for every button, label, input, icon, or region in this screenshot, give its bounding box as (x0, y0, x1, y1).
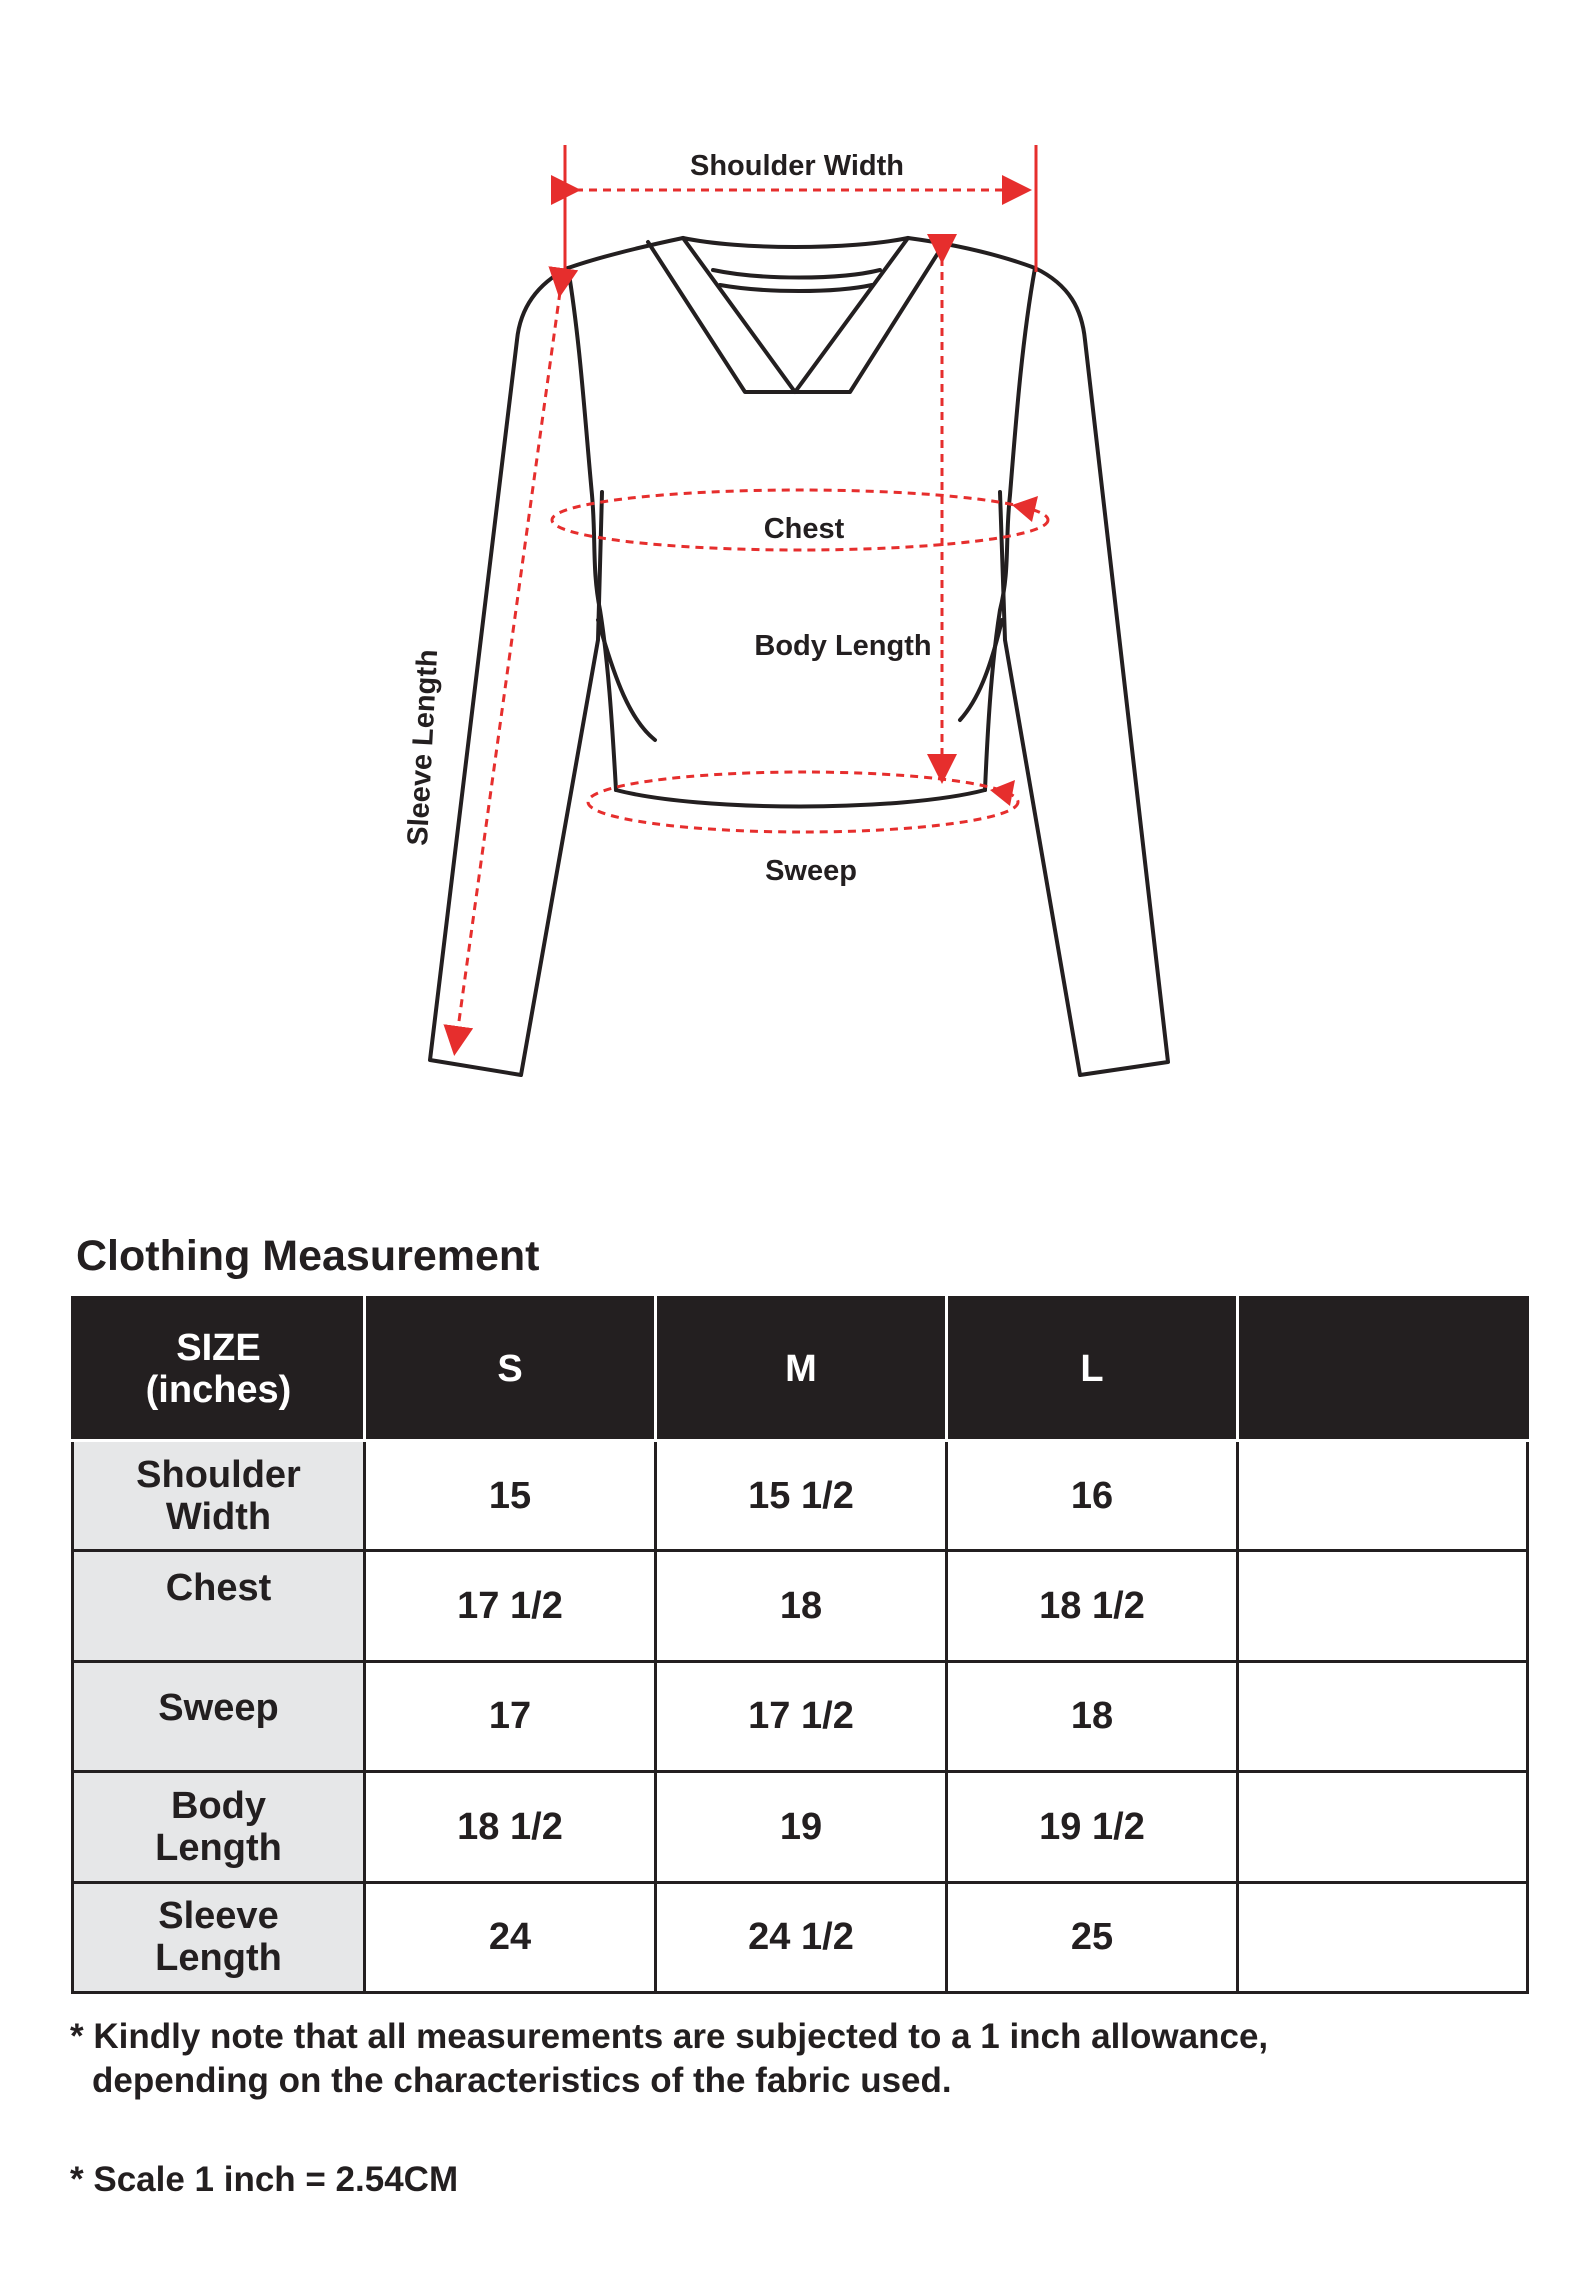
table-cell: 18 (947, 1661, 1238, 1771)
row-label-sweep (73, 1661, 365, 1771)
table-cell (1238, 1882, 1528, 1992)
table-row (73, 1551, 1528, 1661)
allowance-note-line2: depending on the characteristics of the fabric used. (92, 2061, 952, 2100)
allowance-note (70, 2015, 1470, 2103)
row-label-chest (73, 1551, 365, 1661)
table-cell: 18 1/2 (947, 1551, 1238, 1661)
table-cell (1238, 1661, 1528, 1771)
table-cell (1238, 1551, 1528, 1661)
row-label-line1: Body (171, 1784, 266, 1827)
measurement-guides (455, 145, 1048, 1050)
row-label-shoulder-width (73, 1441, 365, 1551)
sweep-ellipse (588, 772, 1018, 832)
row-label-line1: Shoulder (136, 1453, 301, 1496)
table-cell: 17 1/2 (656, 1661, 947, 1771)
table-cell: 24 (365, 1882, 656, 1992)
size-chart-table (71, 1296, 1529, 1994)
table-cell: 15 (365, 1441, 656, 1551)
table-cell (1238, 1441, 1528, 1551)
table-cell: 17 (365, 1661, 656, 1771)
row-label-sleeve-length (73, 1882, 365, 1992)
garment-diagram (0, 0, 1590, 1120)
size-empty-header (1238, 1298, 1528, 1441)
row-label-line2: Length (155, 1937, 282, 1980)
table-header-row (73, 1298, 1528, 1441)
section-title: Clothing Measurement (76, 1232, 540, 1280)
table-cell: 16 (947, 1441, 1238, 1551)
row-label-body-length (73, 1772, 365, 1882)
sleeve-length-label: Sleeve Length (401, 648, 445, 847)
table-cell: 19 (656, 1772, 947, 1882)
row-label-line2: Width (165, 1495, 272, 1538)
chest-label: Chest (763, 513, 845, 545)
table-cell: 19 1/2 (947, 1772, 1238, 1882)
shoulder-width-label: Shoulder Width (690, 150, 904, 182)
table-cell: 24 1/2 (656, 1882, 947, 1992)
allowance-note-line1: * Kindly note that all measurements are subjected to a 1 inch allowance, (70, 2017, 1269, 2056)
table-cell: 17 1/2 (365, 1551, 656, 1661)
table-cell (1238, 1772, 1528, 1882)
chest-arrow-tip (1012, 496, 1038, 522)
table-row (73, 1772, 1528, 1882)
body-length-label: Body Length (754, 630, 932, 662)
table-cell: 18 (656, 1551, 947, 1661)
size-header-line1: SIZE (176, 1327, 261, 1369)
table-cell: 25 (947, 1882, 1238, 1992)
size-m-header: M (656, 1298, 947, 1441)
table-cell: 18 1/2 (365, 1772, 656, 1882)
sweep-label: Sweep (765, 855, 857, 887)
size-l-header: L (947, 1298, 1238, 1441)
row-label-line1: Sleeve (158, 1895, 279, 1938)
scale-note: * Scale 1 inch = 2.54CM (70, 2160, 459, 2199)
table-row (73, 1441, 1528, 1551)
sweep-arrow-tip (990, 780, 1015, 806)
table-row (73, 1882, 1528, 1992)
size-s-header: S (365, 1298, 656, 1441)
table-row (73, 1661, 1528, 1771)
size-header-cell (73, 1298, 365, 1441)
table-cell: 15 1/2 (656, 1441, 947, 1551)
row-label-line2: Length (155, 1826, 282, 1869)
size-header-line2: (inches) (145, 1369, 292, 1411)
row-label-line1: Chest (165, 1567, 272, 1610)
row-label-line1: Sweep (158, 1687, 279, 1730)
